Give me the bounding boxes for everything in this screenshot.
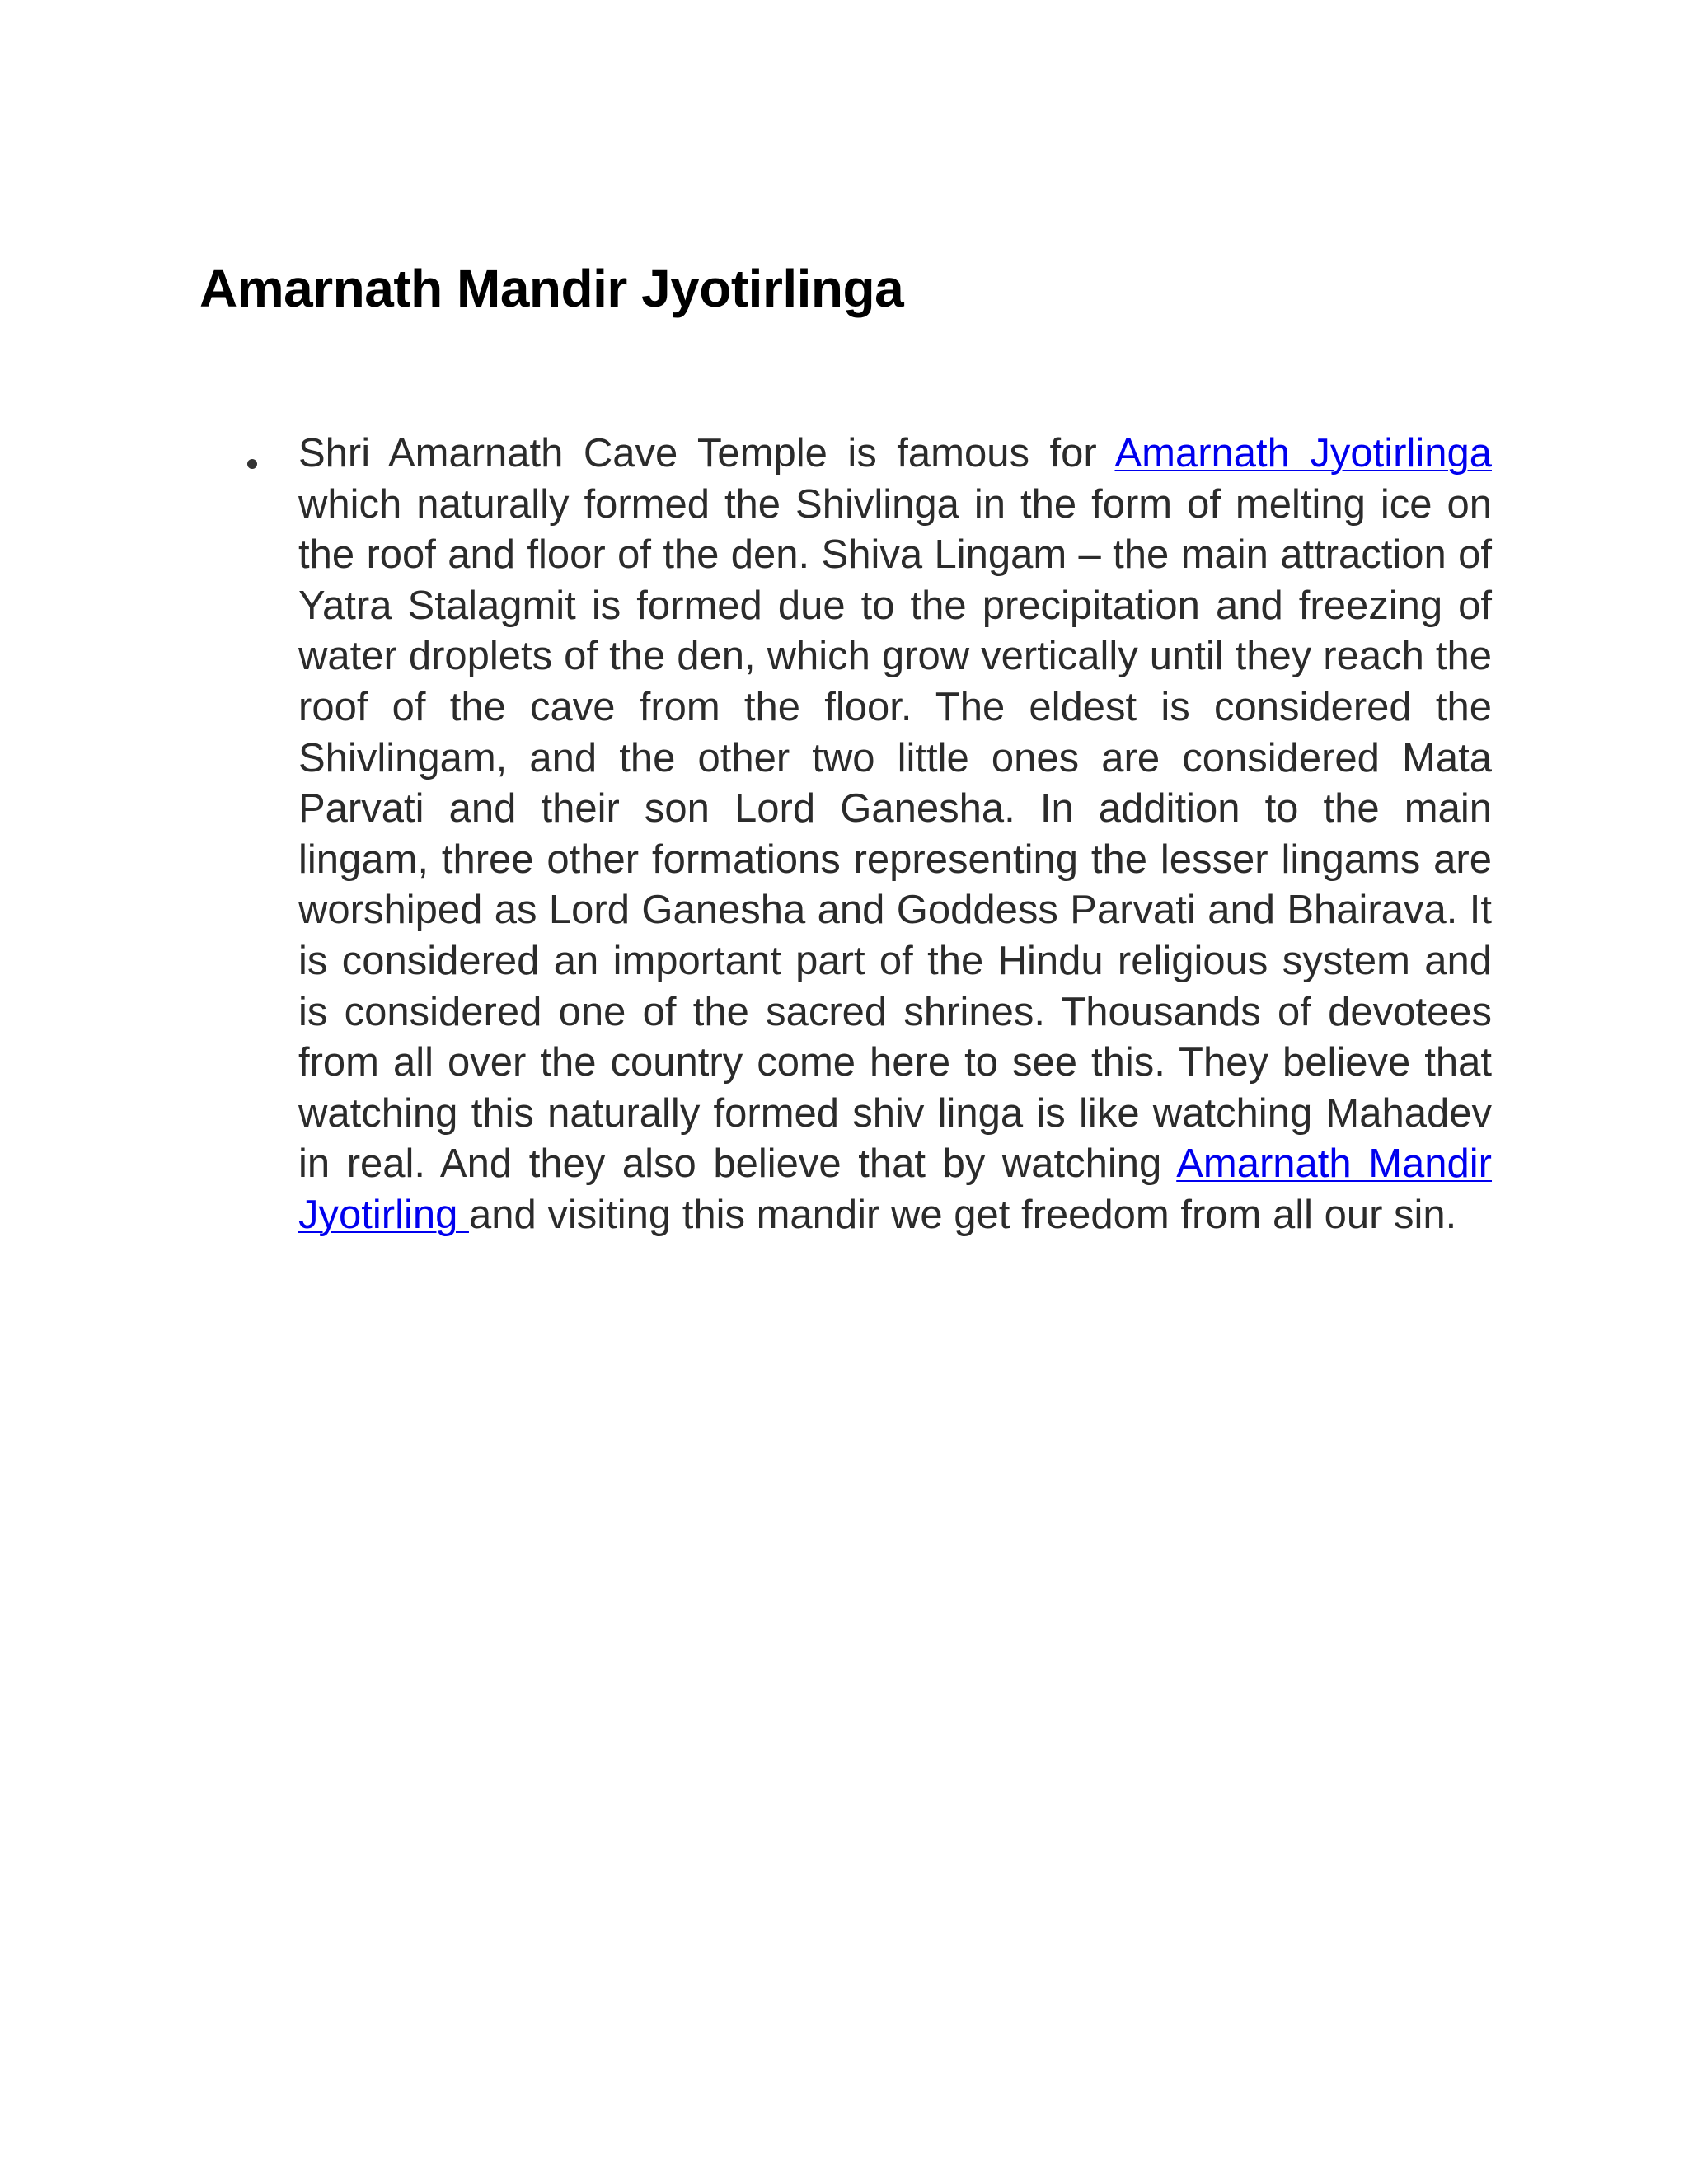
paragraph-text-segment: Shri Amarnath Cave Temple is famous for bbox=[298, 431, 1115, 476]
paragraph-text-segment: and visiting this mandir we get freedom from all our sin. bbox=[468, 1192, 1457, 1237]
paragraph bbox=[298, 429, 1492, 1241]
amarnath-jyotirlinga-link[interactable]: Amarnath Jyotirlinga bbox=[1114, 431, 1492, 476]
amarnath-mandir-jyotirling-link[interactable]: Amarnath Mandir Jyotirling bbox=[298, 1141, 1493, 1237]
paragraph-text-segment: which naturally formed the Shivlinga in the form of melting ice on the roof and floor of the den. Shiva Lingam – the main attraction of Yatra Stalagmit is formed due to the precipitation and freezing of water droplets of the den, which grow vertically until they reach the roof of the cave from the floor. The eldest is considered the Shivlingam, and the other two little ones are considered Mata Parvati and their son Lord Ganesha. In addition to the main lingam, three other formations representing the lesser lingams are worshiped as Lord Ganesha and Goddess Parvati and Bhairava. It is considered an important part of the Hindu religious system and is considered one of the sacred shrines. Thousands of devotees from all over the country come here to see this. They believe that watching this naturally formed shiv linga is like watching Mahadev in real. And they also believe that by watching bbox=[298, 481, 1492, 1187]
document-title: Amarnath Mandir Jyotirlinga bbox=[199, 259, 904, 318]
bullet-icon bbox=[247, 459, 257, 469]
